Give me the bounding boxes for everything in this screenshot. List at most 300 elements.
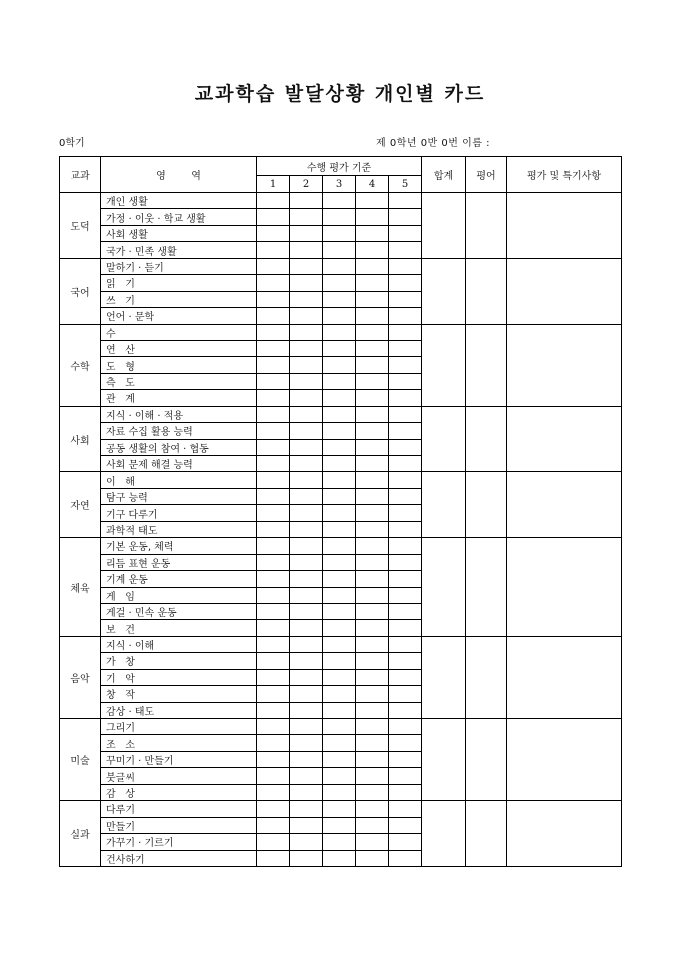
remarks-cell[interactable] bbox=[507, 801, 622, 867]
score-cell[interactable] bbox=[356, 505, 389, 521]
score-cell[interactable] bbox=[323, 850, 356, 866]
score-cell[interactable] bbox=[389, 636, 422, 652]
remarks-cell[interactable] bbox=[507, 719, 622, 801]
area-cell: 꾸미기 · 만들기 bbox=[101, 751, 257, 767]
comment-cell[interactable] bbox=[466, 636, 507, 718]
subject-cell: 사회 bbox=[60, 406, 101, 472]
score-cell[interactable] bbox=[290, 456, 323, 472]
score-cell[interactable] bbox=[389, 456, 422, 472]
score-cell[interactable] bbox=[257, 258, 290, 274]
area-cell: 이 해 bbox=[101, 472, 257, 488]
score-cell[interactable] bbox=[290, 768, 323, 784]
score-cell[interactable] bbox=[257, 472, 290, 488]
table-row bbox=[60, 538, 622, 554]
score-cell[interactable] bbox=[356, 702, 389, 718]
score-cell[interactable] bbox=[323, 817, 356, 833]
area-cell: 탐구 능력 bbox=[101, 488, 257, 504]
subject-cell: 도덕 bbox=[60, 193, 101, 259]
score-cell[interactable] bbox=[257, 850, 290, 866]
comment-cell[interactable] bbox=[466, 472, 507, 538]
score-cell[interactable] bbox=[323, 669, 356, 685]
score-cell[interactable] bbox=[356, 209, 389, 225]
score-cell[interactable] bbox=[356, 340, 389, 356]
score-cell[interactable] bbox=[323, 571, 356, 587]
score-cell[interactable] bbox=[356, 439, 389, 455]
total-cell[interactable] bbox=[422, 801, 466, 867]
score-cell[interactable] bbox=[356, 571, 389, 587]
remarks-cell[interactable] bbox=[507, 538, 622, 637]
comment-cell[interactable] bbox=[466, 406, 507, 472]
page-title: 교과학습 발달상황 개인별 카드 bbox=[194, 83, 486, 105]
area-cell: 창 작 bbox=[101, 686, 257, 702]
score-cell[interactable] bbox=[290, 242, 323, 258]
total-cell[interactable] bbox=[422, 472, 466, 538]
score-cell[interactable] bbox=[257, 505, 290, 521]
subject-cell: 미술 bbox=[60, 719, 101, 801]
score-cell[interactable] bbox=[323, 653, 356, 669]
score-cell[interactable] bbox=[290, 209, 323, 225]
score-cell[interactable] bbox=[257, 571, 290, 587]
score-cell[interactable] bbox=[290, 686, 323, 702]
score-cell[interactable] bbox=[290, 324, 323, 340]
score-cell[interactable] bbox=[356, 554, 389, 570]
score-cell[interactable] bbox=[323, 225, 356, 241]
area-cell: 지식 · 이해 · 적용 bbox=[101, 406, 257, 422]
score-cell[interactable] bbox=[257, 817, 290, 833]
score-cell[interactable] bbox=[356, 488, 389, 504]
subject-cell: 국어 bbox=[60, 258, 101, 324]
score-cell[interactable] bbox=[290, 653, 323, 669]
score-cell[interactable] bbox=[356, 225, 389, 241]
area-cell: 감상 · 태도 bbox=[101, 702, 257, 718]
score-cell[interactable] bbox=[290, 603, 323, 619]
score-cell[interactable] bbox=[356, 193, 389, 209]
subject-cell: 체육 bbox=[60, 538, 101, 637]
header-remarks: 평가 및 특기사항 bbox=[507, 157, 622, 193]
score-cell[interactable] bbox=[290, 571, 323, 587]
criteria-level-3: 3 bbox=[323, 176, 356, 193]
total-cell[interactable] bbox=[422, 193, 466, 259]
table-row bbox=[60, 801, 622, 817]
score-cell[interactable] bbox=[356, 801, 389, 817]
score-cell[interactable] bbox=[356, 472, 389, 488]
score-cell[interactable] bbox=[389, 357, 422, 373]
score-cell[interactable] bbox=[290, 587, 323, 603]
area-cell: 만들기 bbox=[101, 817, 257, 833]
score-cell[interactable] bbox=[257, 768, 290, 784]
score-cell[interactable] bbox=[290, 390, 323, 406]
remarks-cell[interactable] bbox=[507, 406, 622, 472]
score-cell[interactable] bbox=[290, 308, 323, 324]
score-cell[interactable] bbox=[356, 423, 389, 439]
score-cell[interactable] bbox=[257, 423, 290, 439]
score-cell[interactable] bbox=[290, 850, 323, 866]
score-cell[interactable] bbox=[323, 291, 356, 307]
score-cell[interactable] bbox=[356, 620, 389, 636]
score-cell[interactable] bbox=[356, 636, 389, 652]
evaluation-table bbox=[59, 156, 622, 867]
area-cell: 리듬 표현 운동 bbox=[101, 554, 257, 570]
area-cell: 감 상 bbox=[101, 784, 257, 800]
remarks-cell[interactable] bbox=[507, 258, 622, 324]
score-cell[interactable] bbox=[323, 209, 356, 225]
score-cell[interactable] bbox=[389, 686, 422, 702]
score-cell[interactable] bbox=[290, 751, 323, 767]
score-cell[interactable] bbox=[323, 521, 356, 537]
score-cell[interactable] bbox=[389, 702, 422, 718]
score-cell[interactable] bbox=[356, 817, 389, 833]
score-cell[interactable] bbox=[290, 291, 323, 307]
score-cell[interactable] bbox=[290, 439, 323, 455]
remarks-cell[interactable] bbox=[507, 636, 622, 718]
score-cell[interactable] bbox=[323, 340, 356, 356]
score-cell[interactable] bbox=[257, 636, 290, 652]
score-cell[interactable] bbox=[356, 834, 389, 850]
score-cell[interactable] bbox=[290, 521, 323, 537]
area-cell: 개인 생활 bbox=[101, 193, 257, 209]
score-cell[interactable] bbox=[323, 751, 356, 767]
area-cell: 언어 · 문학 bbox=[101, 308, 257, 324]
score-cell[interactable] bbox=[356, 390, 389, 406]
area-cell: 연 산 bbox=[101, 340, 257, 356]
score-cell[interactable] bbox=[257, 587, 290, 603]
score-cell[interactable] bbox=[389, 193, 422, 209]
score-cell[interactable] bbox=[290, 357, 323, 373]
score-cell[interactable] bbox=[389, 801, 422, 817]
table-row bbox=[60, 406, 622, 422]
area-cell: 사회 문제 해결 능력 bbox=[101, 456, 257, 472]
area-cell: 게 임 bbox=[101, 587, 257, 603]
table-row bbox=[60, 193, 622, 209]
area-cell: 쓰 기 bbox=[101, 291, 257, 307]
score-cell[interactable] bbox=[389, 209, 422, 225]
score-cell[interactable] bbox=[389, 505, 422, 521]
area-cell: 보 건 bbox=[101, 620, 257, 636]
score-cell[interactable] bbox=[356, 587, 389, 603]
score-cell[interactable] bbox=[257, 554, 290, 570]
score-cell[interactable] bbox=[323, 603, 356, 619]
table-row bbox=[60, 636, 622, 652]
score-cell[interactable] bbox=[323, 275, 356, 291]
table-row bbox=[60, 719, 622, 735]
score-cell[interactable] bbox=[257, 834, 290, 850]
area-cell: 관 계 bbox=[101, 390, 257, 406]
score-cell[interactable] bbox=[323, 636, 356, 652]
score-cell[interactable] bbox=[389, 488, 422, 504]
score-cell[interactable] bbox=[389, 225, 422, 241]
comment-cell[interactable] bbox=[466, 719, 507, 801]
score-cell[interactable] bbox=[356, 275, 389, 291]
score-cell[interactable] bbox=[323, 423, 356, 439]
score-cell[interactable] bbox=[389, 521, 422, 537]
score-cell[interactable] bbox=[323, 308, 356, 324]
score-cell[interactable] bbox=[323, 373, 356, 389]
score-cell[interactable] bbox=[356, 603, 389, 619]
score-cell[interactable] bbox=[356, 258, 389, 274]
score-cell[interactable] bbox=[356, 686, 389, 702]
semester-label: 0학기 bbox=[59, 138, 85, 149]
score-cell[interactable] bbox=[323, 834, 356, 850]
score-cell[interactable] bbox=[389, 768, 422, 784]
score-cell[interactable] bbox=[257, 275, 290, 291]
score-cell[interactable] bbox=[389, 291, 422, 307]
score-cell[interactable] bbox=[257, 373, 290, 389]
score-cell[interactable] bbox=[356, 242, 389, 258]
score-cell[interactable] bbox=[257, 225, 290, 241]
score-cell[interactable] bbox=[290, 801, 323, 817]
area-cell: 가 창 bbox=[101, 653, 257, 669]
score-cell[interactable] bbox=[389, 603, 422, 619]
score-cell[interactable] bbox=[257, 653, 290, 669]
table-row bbox=[60, 258, 622, 274]
score-cell[interactable] bbox=[290, 538, 323, 554]
score-cell[interactable] bbox=[356, 735, 389, 751]
score-cell[interactable] bbox=[290, 554, 323, 570]
remarks-cell[interactable] bbox=[507, 193, 622, 259]
area-cell: 붓글씨 bbox=[101, 768, 257, 784]
score-cell[interactable] bbox=[323, 324, 356, 340]
score-cell[interactable] bbox=[356, 669, 389, 685]
score-cell[interactable] bbox=[257, 406, 290, 422]
area-cell: 측 도 bbox=[101, 373, 257, 389]
score-cell[interactable] bbox=[389, 817, 422, 833]
score-cell[interactable] bbox=[257, 357, 290, 373]
score-cell[interactable] bbox=[323, 390, 356, 406]
score-cell[interactable] bbox=[290, 817, 323, 833]
total-cell[interactable] bbox=[422, 538, 466, 637]
area-cell: 과학적 태도 bbox=[101, 521, 257, 537]
comment-cell[interactable] bbox=[466, 324, 507, 406]
score-cell[interactable] bbox=[323, 554, 356, 570]
score-cell[interactable] bbox=[257, 324, 290, 340]
score-cell[interactable] bbox=[389, 340, 422, 356]
area-cell: 기계 운동 bbox=[101, 571, 257, 587]
criteria-level-4: 4 bbox=[356, 176, 389, 193]
header-area: 영 역 bbox=[101, 157, 257, 193]
score-cell[interactable] bbox=[290, 275, 323, 291]
area-cell: 기구 다루기 bbox=[101, 505, 257, 521]
area-cell: 그리기 bbox=[101, 719, 257, 735]
score-cell[interactable] bbox=[389, 324, 422, 340]
score-cell[interactable] bbox=[389, 669, 422, 685]
score-cell[interactable] bbox=[389, 538, 422, 554]
score-cell[interactable] bbox=[323, 472, 356, 488]
comment-cell[interactable] bbox=[466, 258, 507, 324]
area-cell: 자료 수집 활용 능력 bbox=[101, 423, 257, 439]
score-cell[interactable] bbox=[290, 702, 323, 718]
score-cell[interactable] bbox=[389, 850, 422, 866]
score-cell[interactable] bbox=[389, 784, 422, 800]
score-cell[interactable] bbox=[389, 587, 422, 603]
score-cell[interactable] bbox=[257, 784, 290, 800]
score-cell[interactable] bbox=[257, 340, 290, 356]
score-cell[interactable] bbox=[290, 735, 323, 751]
table-row bbox=[60, 472, 622, 488]
score-cell[interactable] bbox=[323, 258, 356, 274]
score-cell[interactable] bbox=[323, 620, 356, 636]
score-cell[interactable] bbox=[290, 340, 323, 356]
criteria-level-5: 5 bbox=[389, 176, 422, 193]
score-cell[interactable] bbox=[356, 719, 389, 735]
score-cell[interactable] bbox=[257, 209, 290, 225]
score-cell[interactable] bbox=[290, 620, 323, 636]
total-cell[interactable] bbox=[422, 719, 466, 801]
area-cell: 도 형 bbox=[101, 357, 257, 373]
score-cell[interactable] bbox=[257, 751, 290, 767]
score-cell[interactable] bbox=[389, 242, 422, 258]
score-cell[interactable] bbox=[290, 472, 323, 488]
criteria-level-2: 2 bbox=[290, 176, 323, 193]
score-cell[interactable] bbox=[356, 456, 389, 472]
score-cell[interactable] bbox=[323, 801, 356, 817]
score-cell[interactable] bbox=[323, 406, 356, 422]
score-cell[interactable] bbox=[323, 456, 356, 472]
score-cell[interactable] bbox=[257, 488, 290, 504]
score-cell[interactable] bbox=[290, 193, 323, 209]
header-criteria: 수행 평가 기준 bbox=[257, 157, 422, 176]
score-cell[interactable] bbox=[323, 505, 356, 521]
score-cell[interactable] bbox=[323, 488, 356, 504]
score-cell[interactable] bbox=[389, 472, 422, 488]
area-cell: 수 bbox=[101, 324, 257, 340]
score-cell[interactable] bbox=[323, 686, 356, 702]
area-cell: 공동 생활의 참여 · 협동 bbox=[101, 439, 257, 455]
score-cell[interactable] bbox=[356, 406, 389, 422]
score-cell[interactable] bbox=[257, 291, 290, 307]
score-cell[interactable] bbox=[290, 258, 323, 274]
score-cell[interactable] bbox=[323, 768, 356, 784]
score-cell[interactable] bbox=[257, 603, 290, 619]
score-cell[interactable] bbox=[323, 702, 356, 718]
score-cell[interactable] bbox=[389, 390, 422, 406]
score-cell[interactable] bbox=[389, 308, 422, 324]
table-row bbox=[60, 324, 622, 340]
score-cell[interactable] bbox=[257, 686, 290, 702]
total-cell[interactable] bbox=[422, 636, 466, 718]
score-cell[interactable] bbox=[257, 669, 290, 685]
score-cell[interactable] bbox=[356, 308, 389, 324]
score-cell[interactable] bbox=[257, 308, 290, 324]
score-cell[interactable] bbox=[323, 357, 356, 373]
score-cell[interactable] bbox=[356, 521, 389, 537]
comment-cell[interactable] bbox=[466, 193, 507, 259]
score-cell[interactable] bbox=[257, 801, 290, 817]
area-cell: 건사하기 bbox=[101, 850, 257, 866]
score-cell[interactable] bbox=[356, 357, 389, 373]
comment-cell[interactable] bbox=[466, 538, 507, 637]
score-cell[interactable] bbox=[356, 324, 389, 340]
score-cell[interactable] bbox=[257, 702, 290, 718]
score-cell[interactable] bbox=[389, 258, 422, 274]
remarks-cell[interactable] bbox=[507, 324, 622, 406]
score-cell[interactable] bbox=[290, 488, 323, 504]
area-cell: 국가 · 민족 생활 bbox=[101, 242, 257, 258]
criteria-level-1: 1 bbox=[257, 176, 290, 193]
score-cell[interactable] bbox=[323, 719, 356, 735]
area-cell: 지식 · 이해 bbox=[101, 636, 257, 652]
score-cell[interactable] bbox=[257, 193, 290, 209]
score-cell[interactable] bbox=[290, 669, 323, 685]
subject-cell: 자연 bbox=[60, 472, 101, 538]
score-cell[interactable] bbox=[290, 636, 323, 652]
score-cell[interactable] bbox=[356, 538, 389, 554]
score-cell[interactable] bbox=[323, 587, 356, 603]
score-cell[interactable] bbox=[389, 571, 422, 587]
score-cell[interactable] bbox=[389, 423, 422, 439]
score-cell[interactable] bbox=[323, 242, 356, 258]
area-cell: 읽 기 bbox=[101, 275, 257, 291]
score-cell[interactable] bbox=[290, 784, 323, 800]
score-cell[interactable] bbox=[290, 423, 323, 439]
total-cell[interactable] bbox=[422, 258, 466, 324]
score-cell[interactable] bbox=[290, 225, 323, 241]
score-cell[interactable] bbox=[389, 275, 422, 291]
score-cell[interactable] bbox=[323, 538, 356, 554]
score-cell[interactable] bbox=[290, 406, 323, 422]
score-cell[interactable] bbox=[356, 784, 389, 800]
score-cell[interactable] bbox=[356, 751, 389, 767]
score-cell[interactable] bbox=[389, 834, 422, 850]
subject-cell: 음악 bbox=[60, 636, 101, 718]
score-cell[interactable] bbox=[323, 439, 356, 455]
score-cell[interactable] bbox=[257, 439, 290, 455]
score-cell[interactable] bbox=[290, 719, 323, 735]
score-cell[interactable] bbox=[257, 390, 290, 406]
score-cell[interactable] bbox=[389, 751, 422, 767]
score-cell[interactable] bbox=[257, 521, 290, 537]
score-cell[interactable] bbox=[389, 735, 422, 751]
total-cell[interactable] bbox=[422, 324, 466, 406]
score-cell[interactable] bbox=[389, 554, 422, 570]
score-cell[interactable] bbox=[257, 538, 290, 554]
score-cell[interactable] bbox=[290, 505, 323, 521]
score-cell[interactable] bbox=[389, 406, 422, 422]
score-cell[interactable] bbox=[257, 719, 290, 735]
total-cell[interactable] bbox=[422, 406, 466, 472]
score-cell[interactable] bbox=[257, 456, 290, 472]
remarks-cell[interactable] bbox=[507, 472, 622, 538]
score-cell[interactable] bbox=[356, 373, 389, 389]
header-comment: 평어 bbox=[466, 157, 507, 193]
score-cell[interactable] bbox=[356, 850, 389, 866]
score-cell[interactable] bbox=[356, 768, 389, 784]
score-cell[interactable] bbox=[323, 735, 356, 751]
score-cell[interactable] bbox=[257, 735, 290, 751]
score-cell[interactable] bbox=[290, 834, 323, 850]
comment-cell[interactable] bbox=[466, 801, 507, 867]
score-cell[interactable] bbox=[290, 373, 323, 389]
score-cell[interactable] bbox=[323, 784, 356, 800]
area-cell: 게걸 · 민속 운동 bbox=[101, 603, 257, 619]
score-cell[interactable] bbox=[389, 439, 422, 455]
score-cell[interactable] bbox=[389, 373, 422, 389]
score-cell[interactable] bbox=[389, 620, 422, 636]
score-cell[interactable] bbox=[257, 242, 290, 258]
area-cell: 말하기 · 듣기 bbox=[101, 258, 257, 274]
student-info: 제 0학년 0반 0번 이름 : bbox=[376, 138, 490, 149]
header-total: 합계 bbox=[422, 157, 466, 193]
score-cell[interactable] bbox=[389, 653, 422, 669]
subject-cell: 수학 bbox=[60, 324, 101, 406]
area-cell: 사회 생활 bbox=[101, 225, 257, 241]
score-cell[interactable] bbox=[356, 291, 389, 307]
score-cell[interactable] bbox=[323, 193, 356, 209]
score-cell[interactable] bbox=[257, 620, 290, 636]
area-cell: 기 악 bbox=[101, 669, 257, 685]
area-cell: 다루기 bbox=[101, 801, 257, 817]
score-cell[interactable] bbox=[356, 653, 389, 669]
score-cell[interactable] bbox=[389, 719, 422, 735]
